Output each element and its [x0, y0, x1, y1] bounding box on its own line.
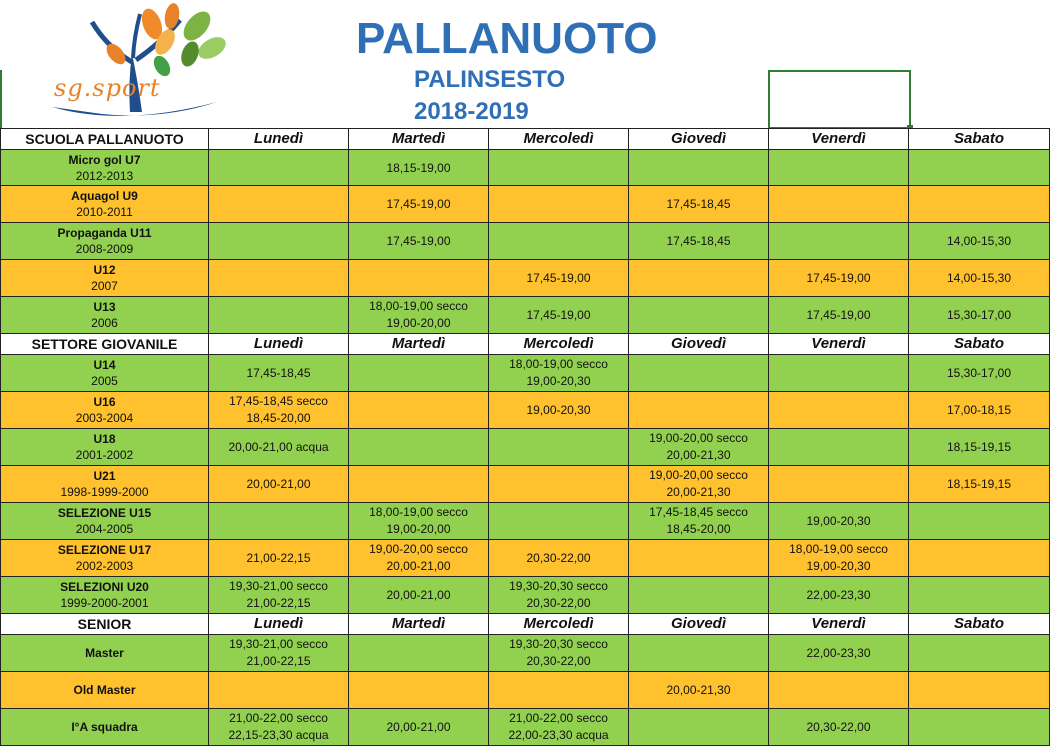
schedule-row [1, 540, 1050, 577]
time-slot: 17,45-19,00 [526, 308, 591, 322]
time-slot-cell[interactable] [489, 223, 629, 260]
team-years: 2004-2005 [75, 522, 134, 536]
time-slot-cell[interactable] [629, 297, 769, 334]
schedule-row [1, 466, 1050, 503]
time-slot-cell[interactable] [769, 672, 909, 709]
time-slot: 19,00-20,00 secco [369, 542, 468, 556]
time-slot-cell[interactable] [349, 260, 489, 297]
time-slot-cell[interactable] [209, 540, 349, 577]
time-slot-cell[interactable] [909, 672, 1050, 709]
day-header[interactable]: Giovedì [629, 614, 769, 635]
time-slot: 22,00-23,30 [806, 588, 871, 602]
team-cell[interactable] [1, 297, 209, 334]
team-name: U14 [93, 358, 116, 372]
time-slot: 18,45-20,00 [666, 522, 731, 536]
time-slot: 19,00-20,30 [806, 514, 871, 528]
time-slot: 14,00-15,30 [946, 271, 1012, 285]
time-slot-cell[interactable] [489, 150, 629, 186]
time-slot-cell[interactable] [489, 466, 629, 503]
time-slot-cell[interactable] [629, 466, 769, 503]
time-slot-cell[interactable] [769, 150, 909, 186]
time-slot-cell[interactable] [209, 709, 349, 746]
team-name: I°A squadra [71, 720, 138, 734]
tree-logo-icon [12, 2, 227, 124]
day-header[interactable]: Lunedì [209, 334, 349, 355]
time-slot: 17,45-19,00 [806, 308, 871, 322]
team-years: 2007 [91, 279, 118, 293]
day-header[interactable]: Lunedì [209, 614, 349, 635]
time-slot: 17,45-19,00 [526, 271, 591, 285]
schedule-row [1, 577, 1050, 614]
team-cell[interactable] [1, 429, 209, 466]
time-slot: 19,00-20,00 [386, 522, 451, 536]
team-name: Micro gol U7 [68, 152, 141, 167]
team-years: 1999-2000-2001 [60, 596, 149, 610]
time-slot-cell[interactable] [629, 672, 769, 709]
team-name: Old Master [73, 683, 136, 697]
team-cell[interactable] [1, 577, 209, 614]
time-slot-cell[interactable] [629, 260, 769, 297]
time-slot-cell[interactable] [909, 503, 1050, 540]
time-slot-cell[interactable] [349, 186, 489, 223]
team-cell[interactable] [1, 150, 209, 186]
team-years: 2006 [91, 316, 118, 330]
time-slot-cell[interactable] [769, 392, 909, 429]
time-slot-cell[interactable] [349, 635, 489, 672]
time-slot: 20,00-21,30 [666, 683, 731, 697]
time-slot-cell[interactable] [489, 503, 629, 540]
team-years: 1998-1999-2000 [60, 485, 149, 499]
time-slot-cell[interactable] [769, 709, 909, 746]
time-slot-cell[interactable] [909, 429, 1050, 466]
time-slot: 18,15-19,15 [946, 477, 1012, 491]
time-slot: 20,00-21,30 [666, 448, 731, 462]
team-name: U16 [93, 395, 116, 409]
time-slot-cell[interactable] [489, 355, 629, 392]
day-header[interactable]: Giovedì [629, 129, 769, 150]
time-slot-cell[interactable] [909, 150, 1050, 186]
time-slot: 20,30-22,00 [526, 596, 591, 610]
time-slot: 17,45-19,00 [386, 234, 451, 248]
time-slot: 19,00-20,30 [526, 403, 591, 417]
team-cell[interactable] [1, 672, 209, 709]
time-slot-cell[interactable] [909, 635, 1050, 672]
page-header [0, 0, 1050, 128]
team-years: 2005 [91, 374, 118, 388]
time-slot: 21,00-22,15 [246, 654, 311, 668]
time-slot-cell[interactable] [629, 540, 769, 577]
time-slot: 22,00-23,30 [806, 646, 871, 660]
team-name: U12 [93, 263, 116, 277]
time-slot: 18,00-19,00 secco [369, 505, 468, 519]
time-slot-cell[interactable] [629, 503, 769, 540]
day-header[interactable]: Venerdì [769, 129, 909, 150]
time-slot: 20,30-22,00 [526, 551, 591, 565]
day-header[interactable]: Giovedì [629, 334, 769, 355]
time-slot-cell[interactable] [349, 672, 489, 709]
time-slot: 22,00-23,30 acqua [508, 728, 609, 742]
time-slot-cell[interactable] [489, 709, 629, 746]
time-slot: 20,00-21,30 [666, 485, 731, 499]
day-header[interactable]: Mercoledì [489, 614, 629, 635]
season-label: 2018-2019 [414, 98, 529, 125]
team-name: Master [85, 646, 124, 660]
time-slot: 20,00-21,00 [246, 477, 311, 491]
day-header[interactable]: Martedì [349, 334, 489, 355]
time-slot-cell[interactable] [769, 540, 909, 577]
time-slot: 22,15-23,30 acqua [228, 728, 329, 742]
time-slot: 19,00-20,00 secco [649, 468, 748, 482]
time-slot-cell[interactable] [629, 429, 769, 466]
time-slot: 20,00-21,00 [386, 720, 451, 734]
time-slot-cell[interactable] [909, 355, 1050, 392]
time-slot-cell[interactable] [209, 635, 349, 672]
time-slot-cell[interactable] [209, 577, 349, 614]
time-slot-cell[interactable] [629, 635, 769, 672]
team-name: SELEZIONI U20 [60, 580, 149, 594]
time-slot-cell[interactable] [489, 186, 629, 223]
time-slot: 19,30-20,30 secco [509, 579, 608, 593]
time-slot-cell[interactable] [209, 429, 349, 466]
time-slot-cell[interactable] [209, 150, 349, 186]
time-slot-cell[interactable] [349, 429, 489, 466]
team-name: SELEZIONE U17 [57, 543, 152, 557]
time-slot: 19,30-21,00 secco [229, 579, 328, 593]
time-slot: 19,00-20,30 [806, 559, 871, 573]
time-slot-cell[interactable] [909, 466, 1050, 503]
time-slot-cell[interactable] [909, 540, 1050, 577]
time-slot-cell[interactable] [209, 186, 349, 223]
time-slot-cell[interactable] [909, 223, 1050, 260]
schedule-row [1, 223, 1050, 260]
day-header[interactable]: Venerdì [769, 614, 909, 635]
time-slot-cell[interactable] [909, 186, 1050, 223]
time-slot: 19,00-20,00 [386, 316, 451, 330]
time-slot-cell[interactable] [629, 392, 769, 429]
time-slot-cell[interactable] [909, 577, 1050, 614]
time-slot-cell[interactable] [769, 186, 909, 223]
section-label[interactable]: SCUOLA PALLANUOTO [1, 129, 209, 150]
time-slot: 18,15-19,15 [946, 440, 1012, 454]
time-slot-cell[interactable] [209, 223, 349, 260]
selected-cell[interactable] [768, 70, 911, 129]
time-slot: 19,00-20,30 [526, 374, 591, 388]
schedule-row [1, 150, 1050, 186]
team-years: 2008-2009 [75, 242, 134, 256]
schedule-row [1, 186, 1050, 223]
time-slot-cell[interactable] [209, 297, 349, 334]
page-subtitle: PALINSESTO [414, 66, 566, 93]
schedule-row [1, 297, 1050, 334]
day-header[interactable]: Martedì [349, 129, 489, 150]
team-cell[interactable] [1, 503, 209, 540]
time-slot: 21,00-22,15 [246, 596, 311, 610]
day-header[interactable]: Martedì [349, 614, 489, 635]
schedule-row [1, 355, 1050, 392]
day-header[interactable]: Lunedì [209, 129, 349, 150]
day-header[interactable]: Sabato [909, 614, 1050, 635]
time-slot: 20,30-22,00 [806, 720, 871, 734]
schedule-row [1, 260, 1050, 297]
time-slot-cell[interactable] [489, 672, 629, 709]
team-name: U21 [93, 469, 116, 483]
time-slot-cell[interactable] [489, 577, 629, 614]
time-slot: 19,30-20,30 secco [509, 637, 608, 651]
section-header-row [1, 614, 1050, 635]
time-slot: 20,00-21,00 acqua [228, 440, 329, 454]
time-slot-cell[interactable] [349, 355, 489, 392]
time-slot-cell[interactable] [769, 223, 909, 260]
team-cell[interactable] [1, 355, 209, 392]
schedule-row [1, 635, 1050, 672]
schedule-table [0, 128, 1050, 746]
time-slot-cell[interactable] [349, 540, 489, 577]
time-slot-cell[interactable] [909, 297, 1050, 334]
time-slot: 17,45-18,45 secco [649, 505, 748, 519]
time-slot-cell[interactable] [349, 297, 489, 334]
time-slot-cell[interactable] [489, 392, 629, 429]
day-header[interactable]: Sabato [909, 334, 1050, 355]
time-slot-cell[interactable] [209, 260, 349, 297]
team-cell[interactable] [1, 260, 209, 297]
time-slot-cell[interactable] [769, 260, 909, 297]
time-slot: 21,00-22,00 secco [229, 711, 328, 725]
team-cell[interactable] [1, 635, 209, 672]
time-slot-cell[interactable] [769, 297, 909, 334]
time-slot: 20,00-21,00 [386, 588, 451, 602]
time-slot-cell[interactable] [209, 672, 349, 709]
team-name: SELEZIONE U15 [57, 506, 152, 520]
time-slot-cell[interactable] [209, 466, 349, 503]
section-header-row [1, 129, 1050, 150]
schedule-row [1, 429, 1050, 466]
time-slot: 18,45-20,00 [246, 411, 311, 425]
time-slot: 18,00-19,00 secco [509, 357, 608, 371]
team-cell[interactable] [1, 392, 209, 429]
logo-text: sg.sport [54, 74, 161, 102]
time-slot: 17,45-18,45 [666, 197, 731, 211]
team-years: 2002-2003 [75, 559, 134, 573]
time-slot-cell[interactable] [489, 260, 629, 297]
time-slot-cell[interactable] [349, 709, 489, 746]
team-cell[interactable] [1, 466, 209, 503]
time-slot-cell[interactable] [209, 355, 349, 392]
team-years: 2001-2002 [75, 448, 134, 462]
team-years: 2010-2011 [76, 205, 133, 219]
time-slot-cell[interactable] [209, 392, 349, 429]
team-cell[interactable] [1, 223, 209, 260]
team-name: Propaganda U11 [57, 226, 152, 240]
time-slot-cell[interactable] [769, 429, 909, 466]
time-slot: 15,30-17,00 [946, 308, 1012, 322]
schedule-row [1, 672, 1050, 709]
time-slot: 17,45-18,45 secco [229, 394, 328, 408]
day-header[interactable]: Mercoledì [489, 129, 629, 150]
time-slot-cell[interactable] [629, 709, 769, 746]
team-cell[interactable] [1, 540, 209, 577]
team-name: U18 [93, 432, 116, 446]
time-slot: 17,45-19,00 [386, 197, 451, 211]
time-slot-cell[interactable] [349, 577, 489, 614]
time-slot-cell[interactable] [629, 223, 769, 260]
team-cell[interactable] [1, 709, 209, 746]
day-header[interactable]: Venerdì [769, 334, 909, 355]
cell-border-marker [0, 70, 2, 128]
time-slot-cell[interactable] [349, 466, 489, 503]
schedule-row [1, 709, 1050, 746]
team-name: Aquagol U9 [71, 189, 138, 203]
time-slot: 21,00-22,15 [246, 551, 311, 565]
time-slot: 14,00-15,30 [946, 234, 1012, 248]
time-slot-cell[interactable] [349, 223, 489, 260]
schedule-row [1, 503, 1050, 540]
time-slot-cell[interactable] [629, 355, 769, 392]
time-slot-cell[interactable] [489, 429, 629, 466]
time-slot-cell[interactable] [909, 392, 1050, 429]
time-slot-cell[interactable] [349, 150, 489, 186]
time-slot-cell[interactable] [629, 577, 769, 614]
time-slot: 17,00-18,15 [946, 403, 1012, 417]
time-slot: 17,45-19,00 [806, 271, 871, 285]
time-slot: 19,30-21,00 secco [229, 637, 328, 651]
time-slot: 18,00-19,00 secco [369, 299, 468, 313]
section-header-row [1, 334, 1050, 355]
time-slot-cell[interactable] [769, 577, 909, 614]
section-label[interactable]: SETTORE GIOVANILE [1, 334, 209, 355]
time-slot: 21,00-22,00 secco [509, 711, 608, 725]
team-years: 2012-2013 [75, 168, 134, 183]
section-label[interactable]: SENIOR [1, 614, 209, 635]
team-cell[interactable] [1, 186, 209, 223]
day-header[interactable]: Sabato [909, 129, 1050, 150]
time-slot-cell[interactable] [489, 635, 629, 672]
time-slot: 20,00-21,00 [386, 559, 451, 573]
time-slot: 15,30-17,00 [946, 366, 1012, 380]
time-slot: 20,30-22,00 [526, 654, 591, 668]
page-title: PALLANUOTO [356, 14, 658, 63]
time-slot-cell[interactable] [489, 540, 629, 577]
time-slot-cell[interactable] [629, 150, 769, 186]
time-slot-cell[interactable] [349, 392, 489, 429]
team-name: U13 [93, 300, 116, 314]
sg-sport-logo [12, 2, 227, 124]
time-slot-cell[interactable] [209, 503, 349, 540]
schedule-row [1, 392, 1050, 429]
time-slot-cell[interactable] [769, 466, 909, 503]
time-slot-cell[interactable] [489, 297, 629, 334]
time-slot: 17,45-18,45 [246, 366, 311, 380]
time-slot: 17,45-18,45 [666, 234, 731, 248]
time-slot-cell[interactable] [349, 503, 489, 540]
day-header[interactable]: Mercoledì [489, 334, 629, 355]
time-slot: 19,00-20,00 secco [649, 431, 748, 445]
time-slot-cell[interactable] [629, 186, 769, 223]
time-slot-cell[interactable] [769, 503, 909, 540]
time-slot-cell[interactable] [769, 355, 909, 392]
time-slot-cell[interactable] [909, 709, 1050, 746]
time-slot: 18,15-19,00 [386, 160, 451, 175]
team-years: 2003-2004 [75, 411, 134, 425]
time-slot: 18,00-19,00 secco [789, 542, 888, 556]
time-slot-cell[interactable] [909, 260, 1050, 297]
time-slot-cell[interactable] [769, 635, 909, 672]
